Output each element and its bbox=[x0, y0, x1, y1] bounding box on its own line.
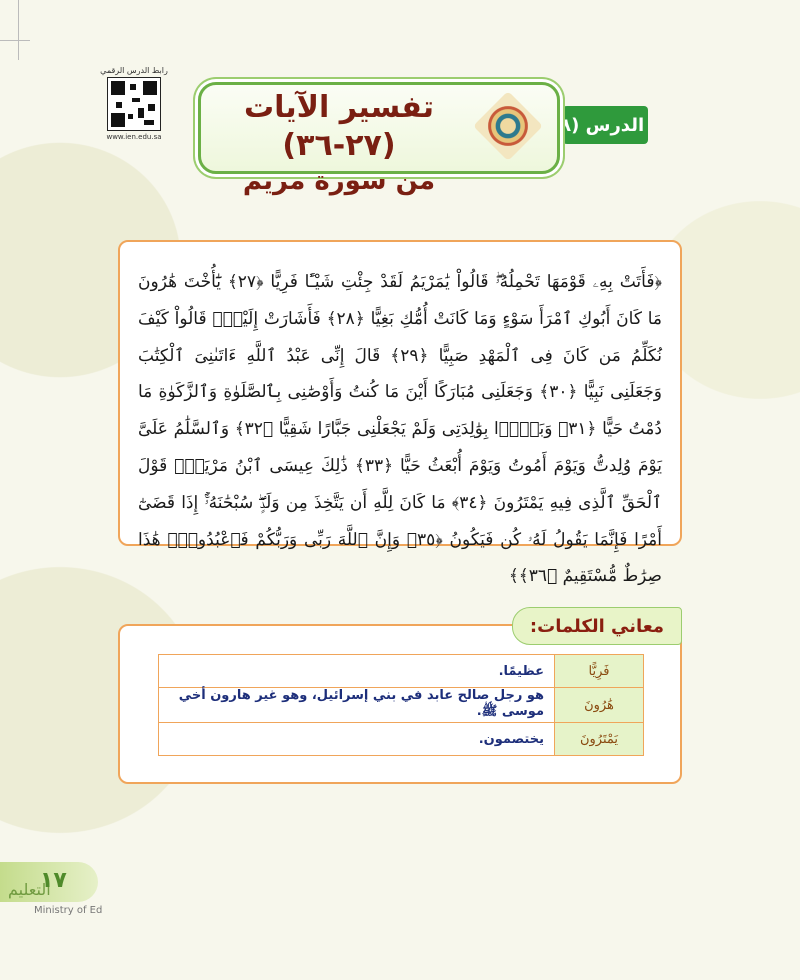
lesson-title-box bbox=[198, 82, 560, 196]
lesson-title-line1: تفسير الآيات (٢٧-٣٦) bbox=[243, 90, 435, 163]
ministry-logo-text: التعليم bbox=[8, 880, 51, 899]
page-number: ١٧ bbox=[40, 868, 67, 893]
qr-url: www.ien.edu.sa bbox=[106, 133, 162, 141]
islamic-ornament-icon bbox=[473, 91, 543, 161]
lesson-title-line2: من سورة مريم bbox=[242, 166, 436, 196]
lesson-number-tab: الدرس (٨ bbox=[548, 106, 648, 144]
quran-verses-box bbox=[118, 240, 682, 587]
ministry-english-text: Ministry of Ed bbox=[34, 905, 103, 916]
word-meanings-table bbox=[158, 654, 644, 756]
word-cell: يَمْتَرُونَ bbox=[555, 723, 644, 756]
crop-mark bbox=[0, 40, 30, 41]
meaning-cell: هو رجل صالح عابد في بني إسرائيل، وهو غير هارون أخي موسى ﷺ. bbox=[159, 688, 555, 723]
table-row bbox=[159, 688, 644, 723]
table-row bbox=[159, 655, 644, 688]
meaning-cell: عظيمًا. bbox=[159, 655, 555, 688]
table-row bbox=[159, 723, 644, 756]
meaning-cell: يختصمون. bbox=[159, 723, 555, 756]
qr-title: رابط الدرس الرقمي bbox=[100, 66, 168, 75]
word-cell: هَٰرُونَ bbox=[555, 688, 644, 723]
word-meanings-heading: معاني الكلمات: bbox=[512, 607, 682, 645]
digital-lesson-link[interactable] bbox=[100, 66, 168, 141]
quran-verses-text: ﴿فَأَتَتْ بِهِۦ قَوْمَهَا تَحْمِلُهُۥۖ قَالُواْ يَٰمَرْيَمُ لَقَدْ جِئْتِ شَيْـًٔا فَرِيًّا ﴿٢٧﴾ يَٰٓأُخْتَ هَٰرُونَ مَا كَانَ أَبُوكِ ٱمْرَأَ سَوْءٍ وَمَا كَانَتْ أُمُّكِ بَغِيًّا ﴿٢٨﴾ فَأَشَارَتْ إِلَيْهِۖ قَالُواْ كَيْفَ نُكَلِّمُ مَن كَانَ فِى ٱلْمَهْدِ صَبِيًّا ﴿٢٩﴾ قَالَ إِنِّى عَبْدُ ٱللَّهِ ءَاتَىٰنِىَ ٱلْكِتَٰبَ وَجَعَلَنِى نَبِيًّا ﴿٣٠﴾ وَجَعَلَنِى مُبَارَكًا أَيْنَ مَا كُنتُ وَأَوْصَٰنِى بِٱلصَّلَوٰةِ وَٱلزَّكَوٰةِ مَا دُمْتُ حَيًّا ﴿٣١﴾ وَبَرًّۢا بِوَٰلِدَتِى وَلَمْ يَجْعَلْنِى جَبَّارًا شَقِيًّا ﴿٣٢﴾ وَٱلسَّلَٰمُ عَلَىَّ يَوْمَ وُلِدتُّ وَيَوْمَ أَمُوتُ وَيَوْمَ أُبْعَثُ حَيًّا ﴿٣٣﴾ ذَٰلِكَ عِيسَى ٱبْنُ مَرْيَمَۚ قَوْلَ ٱلْحَقِّ ٱلَّذِى فِيهِ يَمْتَرُونَ ﴿٣٤﴾ مَا كَانَ لِلَّهِ أَن يَتَّخِذَ مِن وَلَدٍۖ سُبْحَٰنَهُۥٓۚ إِذَا قَضَىٰٓ أَمْرًا فَإِنَّمَا يَقُولُ لَهُۥ كُن فَيَكُونُ ﴿٣٥﴾ وَإِنَّ ٱللَّهَ رَبِّى وَرَبُّكُمْ فَٱعْبُدُوهُۚ هَٰذَا صِرَٰطٌ مُّسْتَقِيمٌ ﴿٣٦﴾﴾ bbox=[138, 272, 662, 587]
crop-mark bbox=[18, 0, 19, 60]
qr-code-icon[interactable] bbox=[107, 77, 161, 131]
word-cell: فَرِيًّا bbox=[555, 655, 644, 688]
lesson-title bbox=[219, 89, 459, 197]
